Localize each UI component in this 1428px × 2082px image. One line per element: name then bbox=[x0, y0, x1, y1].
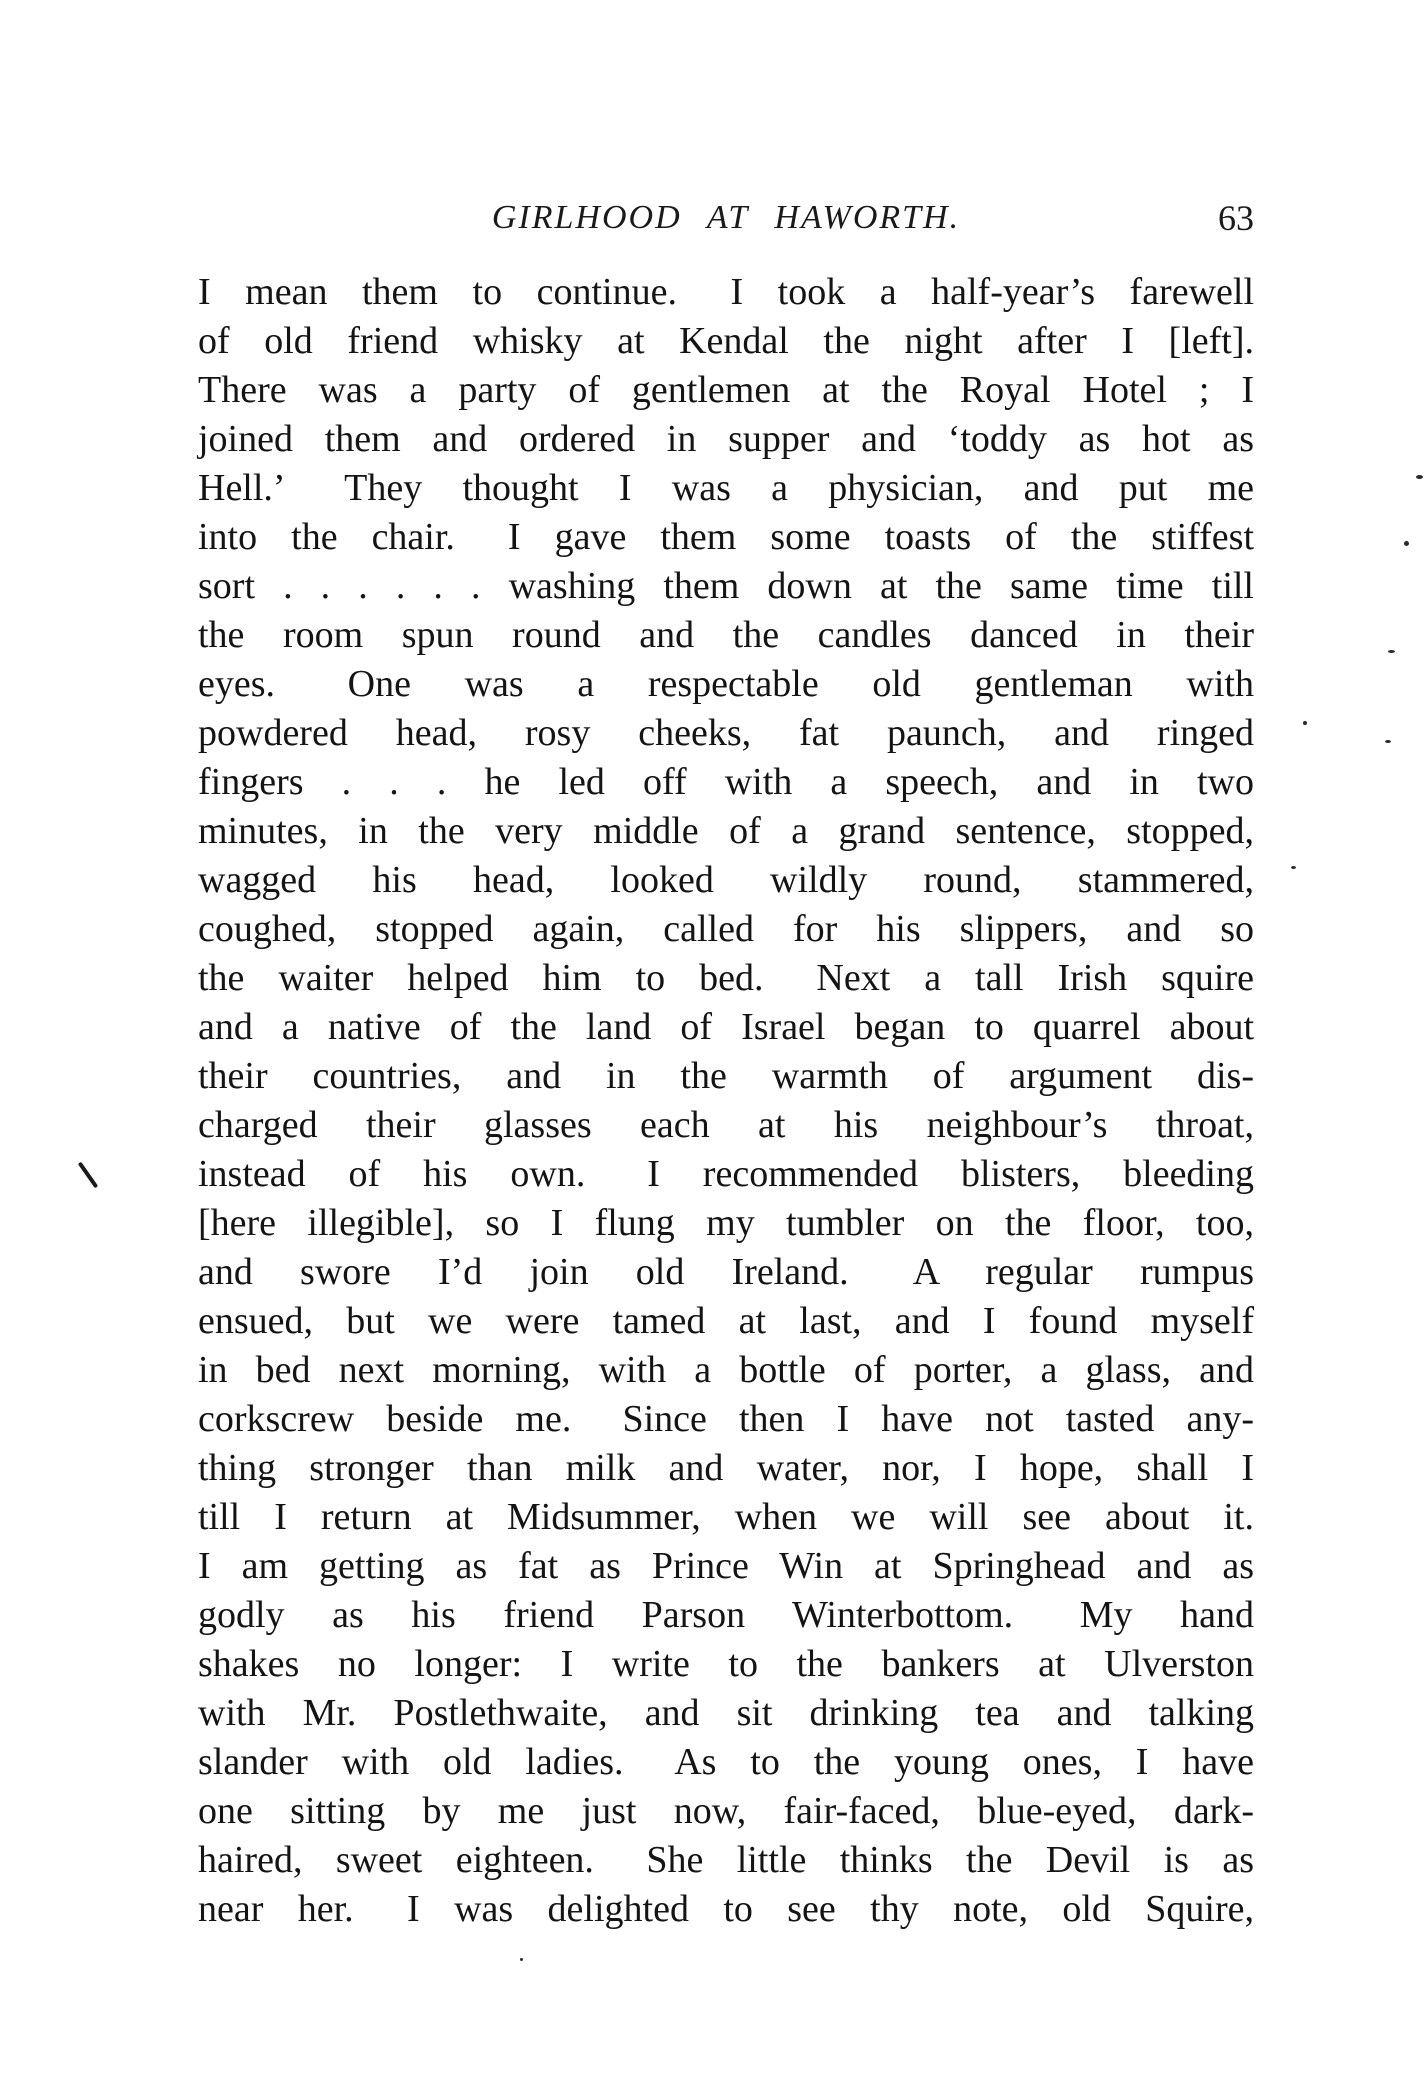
text-line: joined them and ordered in supper and ‘toddy as hot as bbox=[198, 418, 1254, 460]
text-line: slander with old ladies. As to the young ones, I have bbox=[198, 1741, 1254, 1783]
text-line: the room spun round and the candles danced in their bbox=[198, 614, 1254, 656]
text-line: corkscrew beside me. Since then I have not tasted any- bbox=[198, 1398, 1254, 1440]
text-line: shakes no longer: I write to the bankers at Ulverston bbox=[198, 1643, 1254, 1685]
text-line: [here illegible], so I flung my tumbler on the floor, too, bbox=[198, 1202, 1254, 1244]
text-line: I mean them to continue. I took a half-year’s farewell bbox=[198, 271, 1254, 313]
text-line: their countries, and in the warmth of argument dis- bbox=[198, 1055, 1254, 1097]
text-line: and swore I’d join old Ireland. A regular rumpus bbox=[198, 1251, 1254, 1293]
text-line: one sitting by me just now, fair-faced, blue-eyed, dark- bbox=[198, 1790, 1254, 1832]
text-line: sort . . . . . . washing them down at the same time till bbox=[198, 565, 1254, 607]
scan-speck bbox=[520, 1958, 523, 1961]
text-line: near her. I was delighted to see thy note, old Squire, bbox=[198, 1888, 1254, 1930]
scan-speck bbox=[1404, 541, 1409, 546]
text-line: the waiter helped him to bed. Next a tall Irish squire bbox=[198, 957, 1254, 999]
scan-speck bbox=[1385, 740, 1391, 743]
scan-speck bbox=[1388, 650, 1395, 653]
header-title: GIRLHOOD AT HAWORTH. bbox=[491, 199, 961, 236]
text-line: and a native of the land of Israel began to quarrel about bbox=[198, 1006, 1254, 1048]
text-line: charged their glasses each at his neighbour’s throat, bbox=[198, 1104, 1254, 1146]
text-line: of old friend whisky at Kendal the night after I [left]. bbox=[198, 320, 1254, 362]
text-line: powdered head, rosy cheeks, fat paunch, and ringed bbox=[198, 712, 1254, 754]
text-line: eyes. One was a respectable old gentleman with bbox=[198, 663, 1254, 705]
page-number: 63 bbox=[1218, 198, 1254, 238]
text-line: in bed next morning, with a bottle of porter, a glass, and bbox=[198, 1349, 1254, 1391]
text-line: godly as his friend Parson Winterbottom. My hand bbox=[198, 1594, 1254, 1636]
text-line: instead of his own. I recommended blisters, bleeding bbox=[198, 1153, 1254, 1195]
text-line: There was a party of gentlemen at the Royal Hotel ; I bbox=[198, 369, 1254, 411]
scan-speck bbox=[1291, 866, 1296, 869]
scan-speck bbox=[1416, 475, 1423, 479]
text-line: Hell.’ They thought I was a physician, and put me bbox=[198, 467, 1254, 509]
text-line: with Mr. Postlethwaite, and sit drinking tea and talking bbox=[198, 1692, 1254, 1734]
body-text bbox=[198, 268, 1254, 1934]
text-line: till I return at Midsummer, when we will see about it. bbox=[198, 1496, 1254, 1538]
scan-speck bbox=[1303, 721, 1307, 725]
text-line: thing stronger than milk and water, nor, I hope, shall I bbox=[198, 1447, 1254, 1489]
text-line: ensued, but we were tamed at last, and I found myself bbox=[198, 1300, 1254, 1342]
text-line: coughed, stopped again, called for his slippers, and so bbox=[198, 908, 1254, 950]
running-header bbox=[198, 195, 1254, 245]
text-line: minutes, in the very middle of a grand sentence, stopped, bbox=[198, 810, 1254, 852]
text-line: wagged his head, looked wildly round, stammered, bbox=[198, 859, 1254, 901]
text-line: into the chair. I gave them some toasts of the stiffest bbox=[198, 516, 1254, 558]
text-line: fingers . . . he led off with a speech, and in two bbox=[198, 761, 1254, 803]
margin-scan-mark bbox=[78, 1162, 98, 1189]
text-line: I am getting as fat as Prince Win at Springhead and as bbox=[198, 1545, 1254, 1587]
text-line: haired, sweet eighteen. She little thinks the Devil is as bbox=[198, 1839, 1254, 1881]
